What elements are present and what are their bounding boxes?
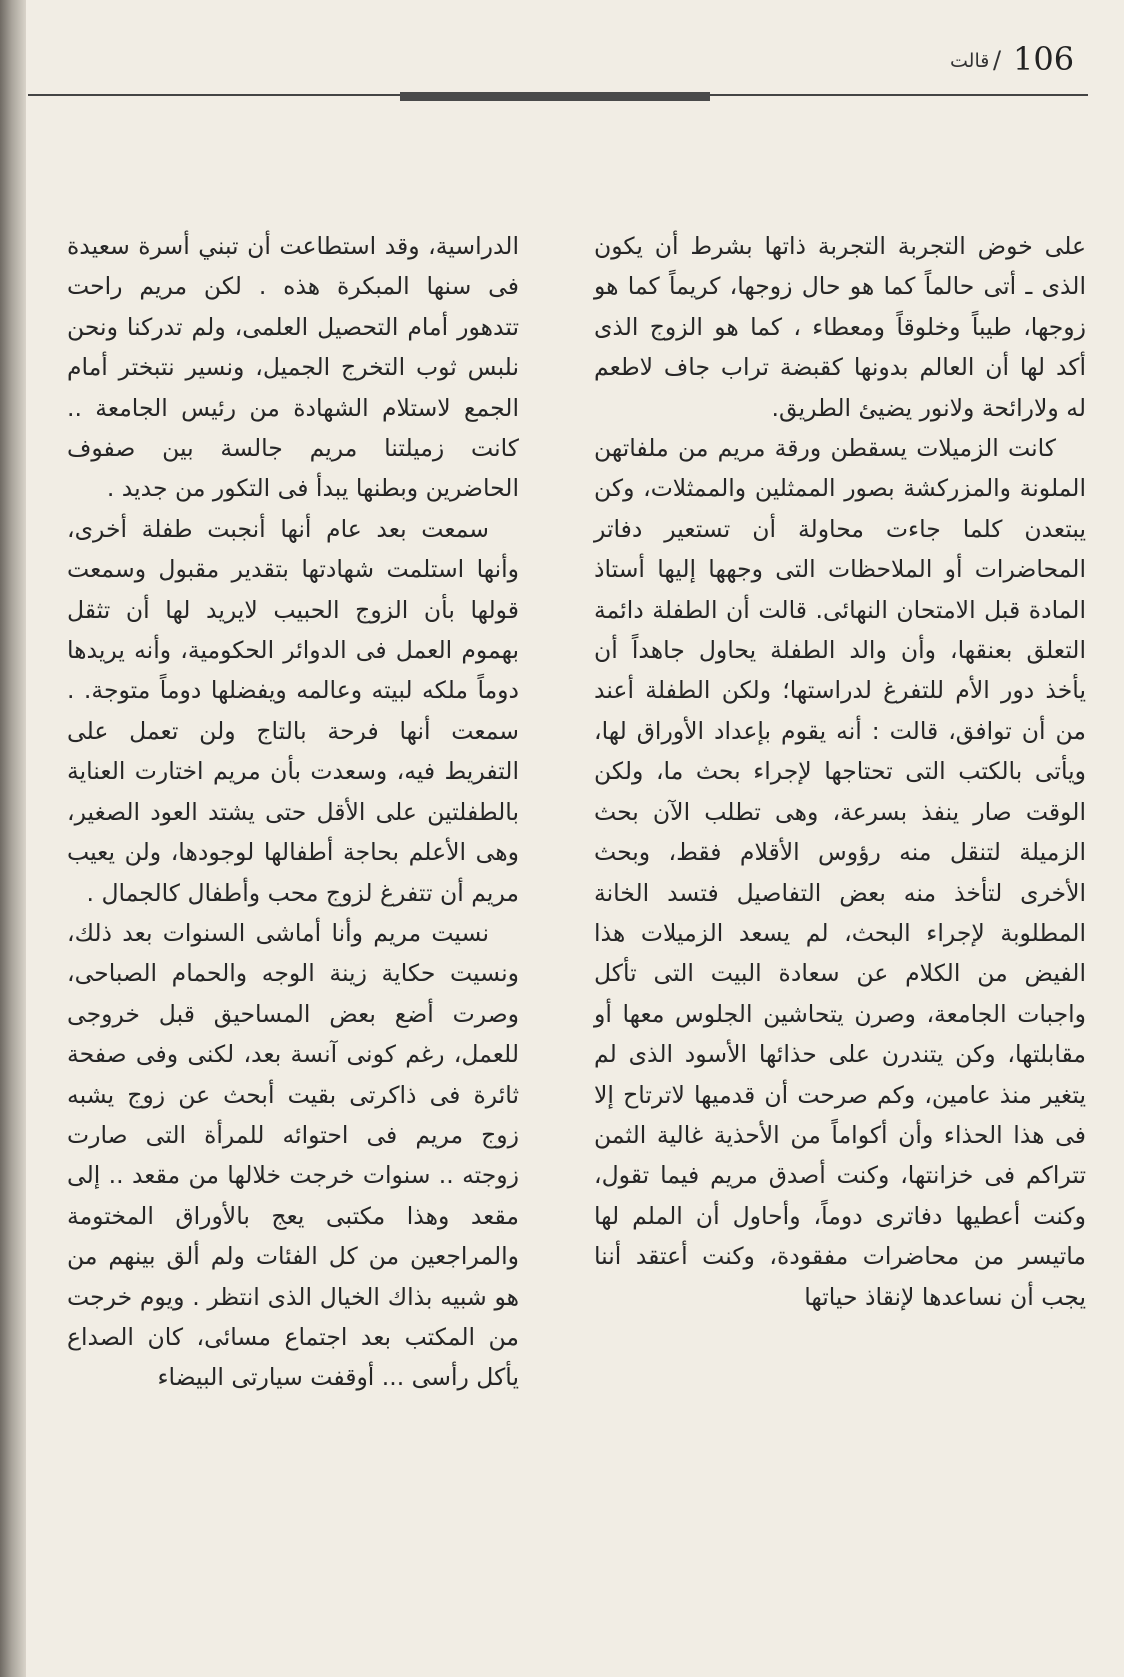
paragraph: نسيت مريم وأنا أماشى السنوات بعد ذلك، ونسيت حكاية زينة الوجه والحمام الصباحى، وصرت أضع بعض المساحيق قبل خروجى للعمل، رغم كونى آنسة بعد، لكنى وفى صفحة ثائرة فى ذاكرتى بقيت أبحث عن زوج يشبه زوج مريم فى احتوائه للمرأة التى صارت زوجته .. سنوات خرجت خلالها من مقعد .. إلى مقعد وهذا مكتبى يعج بالأوراق المختومة والمراجعين من كل الفئات ولم ألق بينهم من هو شبيه بذاك الخيال الذى انتظر . ويوم خرجت من المكتب بعد اجتماع مسائى، كان الصداع يأكل رأسى ... أوقفت سيارتى البيضاء (67, 918, 519, 1392)
page-number: 106 (1013, 40, 1075, 78)
text-column-left (67, 226, 519, 1398)
header-separator: / (993, 46, 1002, 74)
paragraph: الدراسية، وقد استطاعت أن تبني أسرة سعيدة فى سنها المبكرة هذه . لكن مريم راحت تتدهور أمام التحصيل العلمى، ولم تدركنا ونحن نلبس ثوب التخرج الجميل، ونسير نتبختر أمام الجمع لاستلام الشهادة من رئيس الجامعة .. كانت زميلتنا مريم جالسة بين صفوف الحاضرين وبطنها يبدأ فى التكور من جديد . (67, 232, 519, 503)
page-header (905, 40, 1085, 80)
running-title: قالت (950, 50, 990, 72)
paragraph: سمعت بعد عام أنها أنجبت طفلة أخرى، وأنها استلمت شهادتها بتقدير مقبول وسمعت قولها بأن الزوج الحبيب لايريد لها أن تثقل بهموم العمل فى الدوائر الحكومية، وأنه يريدها دوماً ملكه لبيته وعالمه ويفضلها دوماً متوجة. . سمعت أنها فرحة بالتاج ولن تعمل على التفريط فيه، وسعدت بأن مريم اختارت العناية بالطفلتين على الأقل حتى يشتد العود الصغير، وهى الأعلم بحاجة أطفالها لوجودها، ولن يعيب مريم أن تتفرغ لزوج محب وأطفال كالجمال . (67, 514, 519, 907)
book-spine-shadow (0, 0, 26, 1677)
text-column-right (594, 226, 1086, 1317)
header-rule-accent (400, 92, 710, 101)
paragraph: كانت الزميلات يسقطن ورقة مريم من ملفاتهن الملونة والمزركشة بصور الممثلين والممثلات، وكن يبتعدن كلما جاءت محاولة أن تستعير دفاتر المحاضرات أو الملاحظات التى وجهها إليها أستاذ المادة قبل الامتحان النهائى. قالت أن الطفلة دائمة التعلق بعنقها، وأن والد الطفلة يحاول جاهداً أن يأخذ دور الأم للتفرغ لدراستها؛ ولكن الطفلة أعند من أن توافق، قالت : أنه يقوم بإعداد الأوراق لها، ويأتى بالكتب التى تحتاجها لإجراء بحث ما، ولكن الوقت صار ينفذ بسرعة، وهى تطلب الآن بحث الزميلة لتنقل منه رؤوس الأقلام فقط، وبحث الأخرى لتأخذ منه بعض التفاصيل فتسد الخانة المطلوبة لإجراء البحث، لم يسعد الزميلات هذا الفيض من الكلام عن سعادة البيت التى تأكل واجبات الجامعة، وصرن يتحاشين الجلوس معها أو مقابلتها، وكن يتندرن على حذائها الأسود الذى لم يتغير منذ عامين، وكم صرحت أن قدميها لاترتاح إلا فى هذا الحذاء وأن أكواماً من الأحذية غالية الثمن تتراكم فى خزانتها، وكنت أصدق مريم فيما تقول، وكنت أعطيها دفاترى دوماً، وأحاول أن الملم لها ماتيسر من محاضرات مفقودة، وكنت أعتقد أننا يجب أن نساعدها لإنقاذ حياتها (594, 434, 1086, 1311)
paragraph: على خوض التجربة التجربة ذاتها بشرط أن يكون الذى ـ أتى حالماً كما هو حال زوجها، كريماً كما هو زوجها، طيباً وخلوقاً ومعطاء ، كما هو الزوج الذى أكد لها أن العالم بدونها كقبضة تراب جاف لاطعم له ولارائحة ولانور يضيئ الطريق. (594, 232, 1086, 422)
